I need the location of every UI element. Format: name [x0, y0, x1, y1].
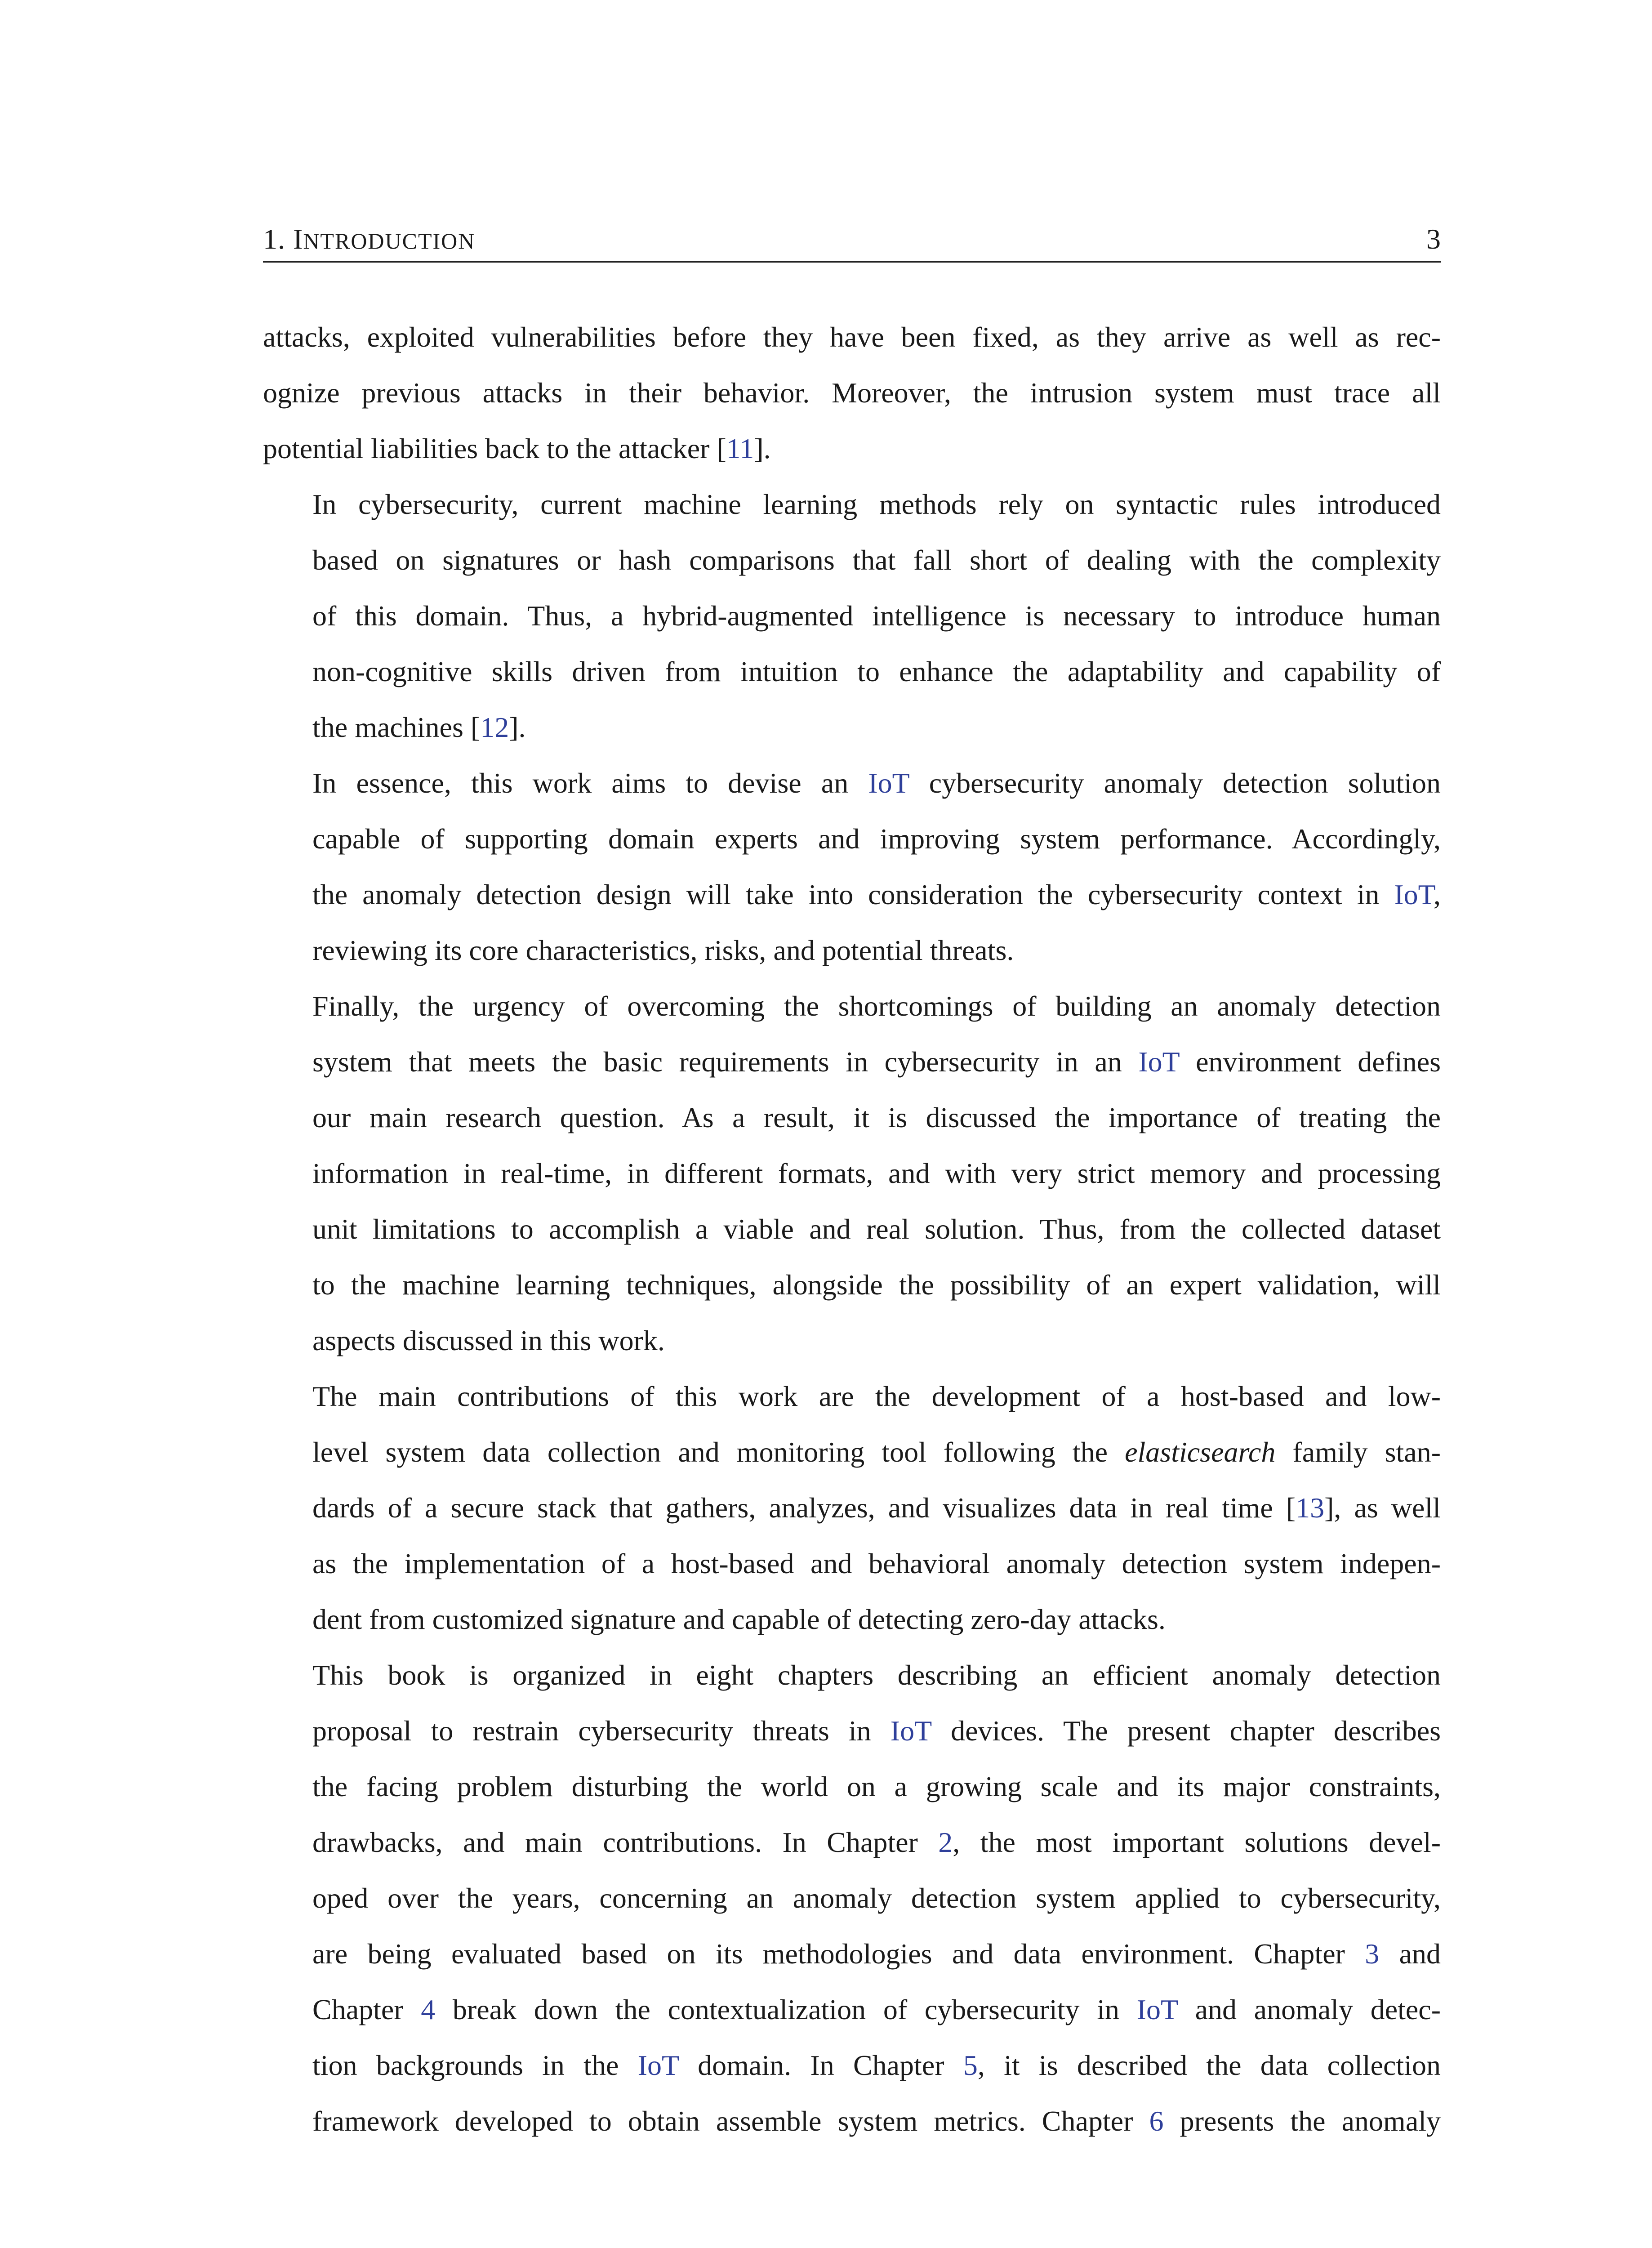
text-run: family stan- [1275, 1436, 1441, 1468]
text-line [263, 923, 1441, 978]
text-run: our main research question. As a result, it is discussed the importance of treating the [312, 1102, 1441, 1133]
text-line [263, 309, 1441, 365]
chapter-number: 1. [263, 223, 285, 255]
cross-reference-link[interactable]: 5 [963, 2049, 978, 2081]
text-line [263, 1926, 1441, 1982]
text-run: In cybersecurity, current machine learning methods rely on syntactic rules introduced [312, 488, 1441, 520]
text-run: , the most important solutions devel- [953, 1826, 1441, 1858]
text-line [263, 2093, 1441, 2149]
text-run: Chapter [312, 1994, 421, 2025]
text-line [263, 421, 1441, 477]
paragraph [263, 1647, 1441, 2149]
text-run: In essence, this work aims to devise an [312, 767, 868, 799]
cross-reference-link[interactable]: IoT [868, 767, 909, 799]
text-line [263, 1257, 1441, 1313]
cross-reference-link[interactable]: IoT [1394, 879, 1434, 910]
text-run: of this domain. Thus, a hybrid-augmented intelligence is necessary to introduce human [312, 600, 1441, 632]
text-run: Finally, the urgency of overcoming the shortcomings of building an anomaly detection [312, 990, 1441, 1022]
text-line [263, 700, 1441, 755]
paragraph [263, 309, 1441, 477]
text-line [263, 867, 1441, 923]
text-run: non-cognitive skills driven from intuition to enhance the adaptability and capability of [312, 656, 1441, 687]
text-run: break down the contextualization of cybersecurity in [435, 1994, 1137, 2025]
text-line [263, 1536, 1441, 1592]
text-line [263, 1592, 1441, 1647]
chapter-initial: I [293, 223, 303, 255]
chapter-rest: NTRODUCTION [303, 228, 476, 254]
text-line [263, 1982, 1441, 2038]
paragraph [263, 477, 1441, 755]
text-line [263, 1703, 1441, 1759]
text-line [263, 1480, 1441, 1536]
text-line [263, 1313, 1441, 1369]
cross-reference-link[interactable]: 12 [480, 711, 509, 743]
text-line [263, 811, 1441, 867]
body-text [263, 309, 1441, 2149]
text-run: The main contributions of this work are the development of a host-based and low- [312, 1380, 1441, 1412]
text-run: the anomaly detection design will take into consideration the cybersecurity context in [312, 879, 1394, 910]
text-run: devices. The present chapter describes [931, 1715, 1441, 1747]
text-run: as the implementation of a host-based and behavioral anomaly detection system indepen- [312, 1548, 1441, 1579]
text-run: This book is organized in eight chapters describing an efficient anomaly detection [312, 1659, 1441, 1691]
text-line [263, 1090, 1441, 1146]
cross-reference-link[interactable]: 3 [1365, 1938, 1380, 1970]
text-line [263, 978, 1441, 1034]
text-run: attacks, exploited vulnerabilities before they have been fixed, as they arrive as well as rec- [263, 321, 1441, 353]
text-line [263, 755, 1441, 811]
text-run: the facing problem disturbing the world on a growing scale and its major constraints, [312, 1771, 1441, 1802]
text-line [263, 2038, 1441, 2093]
text-line [263, 1647, 1441, 1703]
emphasized-text: elasticsearch [1125, 1436, 1276, 1468]
cross-reference-link[interactable]: 4 [421, 1994, 436, 2025]
text-line [263, 644, 1441, 700]
text-line [263, 532, 1441, 588]
cross-reference-link[interactable]: 11 [726, 433, 754, 464]
paragraph [263, 1369, 1441, 1647]
text-run: reviewing its core characteristics, risks, and potential threats. [312, 934, 1014, 966]
text-run: framework developed to obtain assemble system metrics. Chapter [312, 2105, 1149, 2137]
cross-reference-link[interactable]: IoT [637, 2049, 679, 2081]
cross-reference-link[interactable]: IoT [890, 1715, 932, 1747]
text-run: domain. In Chapter [678, 2049, 963, 2081]
text-run: tion backgrounds in the [312, 2049, 638, 2081]
chapter-title [263, 225, 475, 254]
text-run: unit limitations to accomplish a viable and real solution. Thus, from the collected dataset [312, 1213, 1441, 1245]
text-run: based on signatures or hash comparisons that fall short of dealing with the complexity [312, 544, 1441, 576]
text-run: potential liabilities back to the attacker [ [263, 433, 726, 464]
text-run: system that meets the basic requirements in cybersecurity in an [312, 1046, 1139, 1078]
running-header [263, 219, 1441, 263]
text-run: information in real-time, in different formats, and with very strict memory and processing [312, 1157, 1441, 1189]
text-line [263, 1201, 1441, 1257]
text-line [263, 477, 1441, 532]
text-run: level system data collection and monitoring tool following the [312, 1436, 1125, 1468]
cross-reference-link[interactable]: IoT [1136, 1994, 1178, 2025]
text-run: proposal to restrain cybersecurity threats in [312, 1715, 891, 1747]
cross-reference-link[interactable]: 2 [938, 1826, 953, 1858]
text-run: are being evaluated based on its methodologies and data environment. Chapter [312, 1938, 1365, 1970]
text-line [263, 1759, 1441, 1815]
text-run: , [1434, 879, 1441, 910]
text-run: drawbacks, and main contributions. In Chapter [312, 1826, 939, 1858]
text-run: and anomaly detec- [1177, 1994, 1441, 2025]
text-run: the machines [ [312, 711, 481, 743]
text-run: capable of supporting domain experts and improving system performance. Accordingly, [312, 823, 1441, 855]
text-line [263, 1034, 1441, 1090]
text-line [263, 1146, 1441, 1201]
text-run: ]. [754, 433, 771, 464]
text-run: ], as well [1324, 1492, 1441, 1524]
page-number: 3 [1426, 223, 1441, 255]
text-run: dards of a secure stack that gathers, analyzes, and visualizes data in real time [ [312, 1492, 1296, 1524]
text-line [263, 1424, 1441, 1480]
text-run: aspects discussed in this work. [312, 1325, 665, 1356]
cross-reference-link[interactable]: 6 [1149, 2105, 1164, 2137]
text-line [263, 1870, 1441, 1926]
text-run: oped over the years, concerning an anomaly detection system applied to cybersecurity, [312, 1882, 1441, 1914]
text-run: dent from customized signature and capable of detecting zero-day attacks. [312, 1603, 1166, 1635]
text-run: ]. [509, 711, 526, 743]
text-line [263, 1815, 1441, 1870]
text-run: environment defines [1179, 1046, 1441, 1078]
text-line [263, 588, 1441, 644]
paragraph [263, 978, 1441, 1369]
text-run: to the machine learning techniques, alongside the possibility of an expert validation, will [312, 1269, 1441, 1301]
text-run: , it is described the data collection [977, 2049, 1441, 2081]
cross-reference-link[interactable]: IoT [1138, 1046, 1180, 1078]
text-line [263, 1369, 1441, 1424]
text-run: and [1379, 1938, 1441, 1970]
paragraph [263, 755, 1441, 978]
cross-reference-link[interactable]: 13 [1296, 1492, 1325, 1524]
text-run: presents the anomaly [1163, 2105, 1441, 2137]
text-run: cybersecurity anomaly detection solution [909, 767, 1441, 799]
text-run: ognize previous attacks in their behavior. Moreover, the intrusion system must trace all [263, 377, 1441, 409]
text-line [263, 365, 1441, 421]
